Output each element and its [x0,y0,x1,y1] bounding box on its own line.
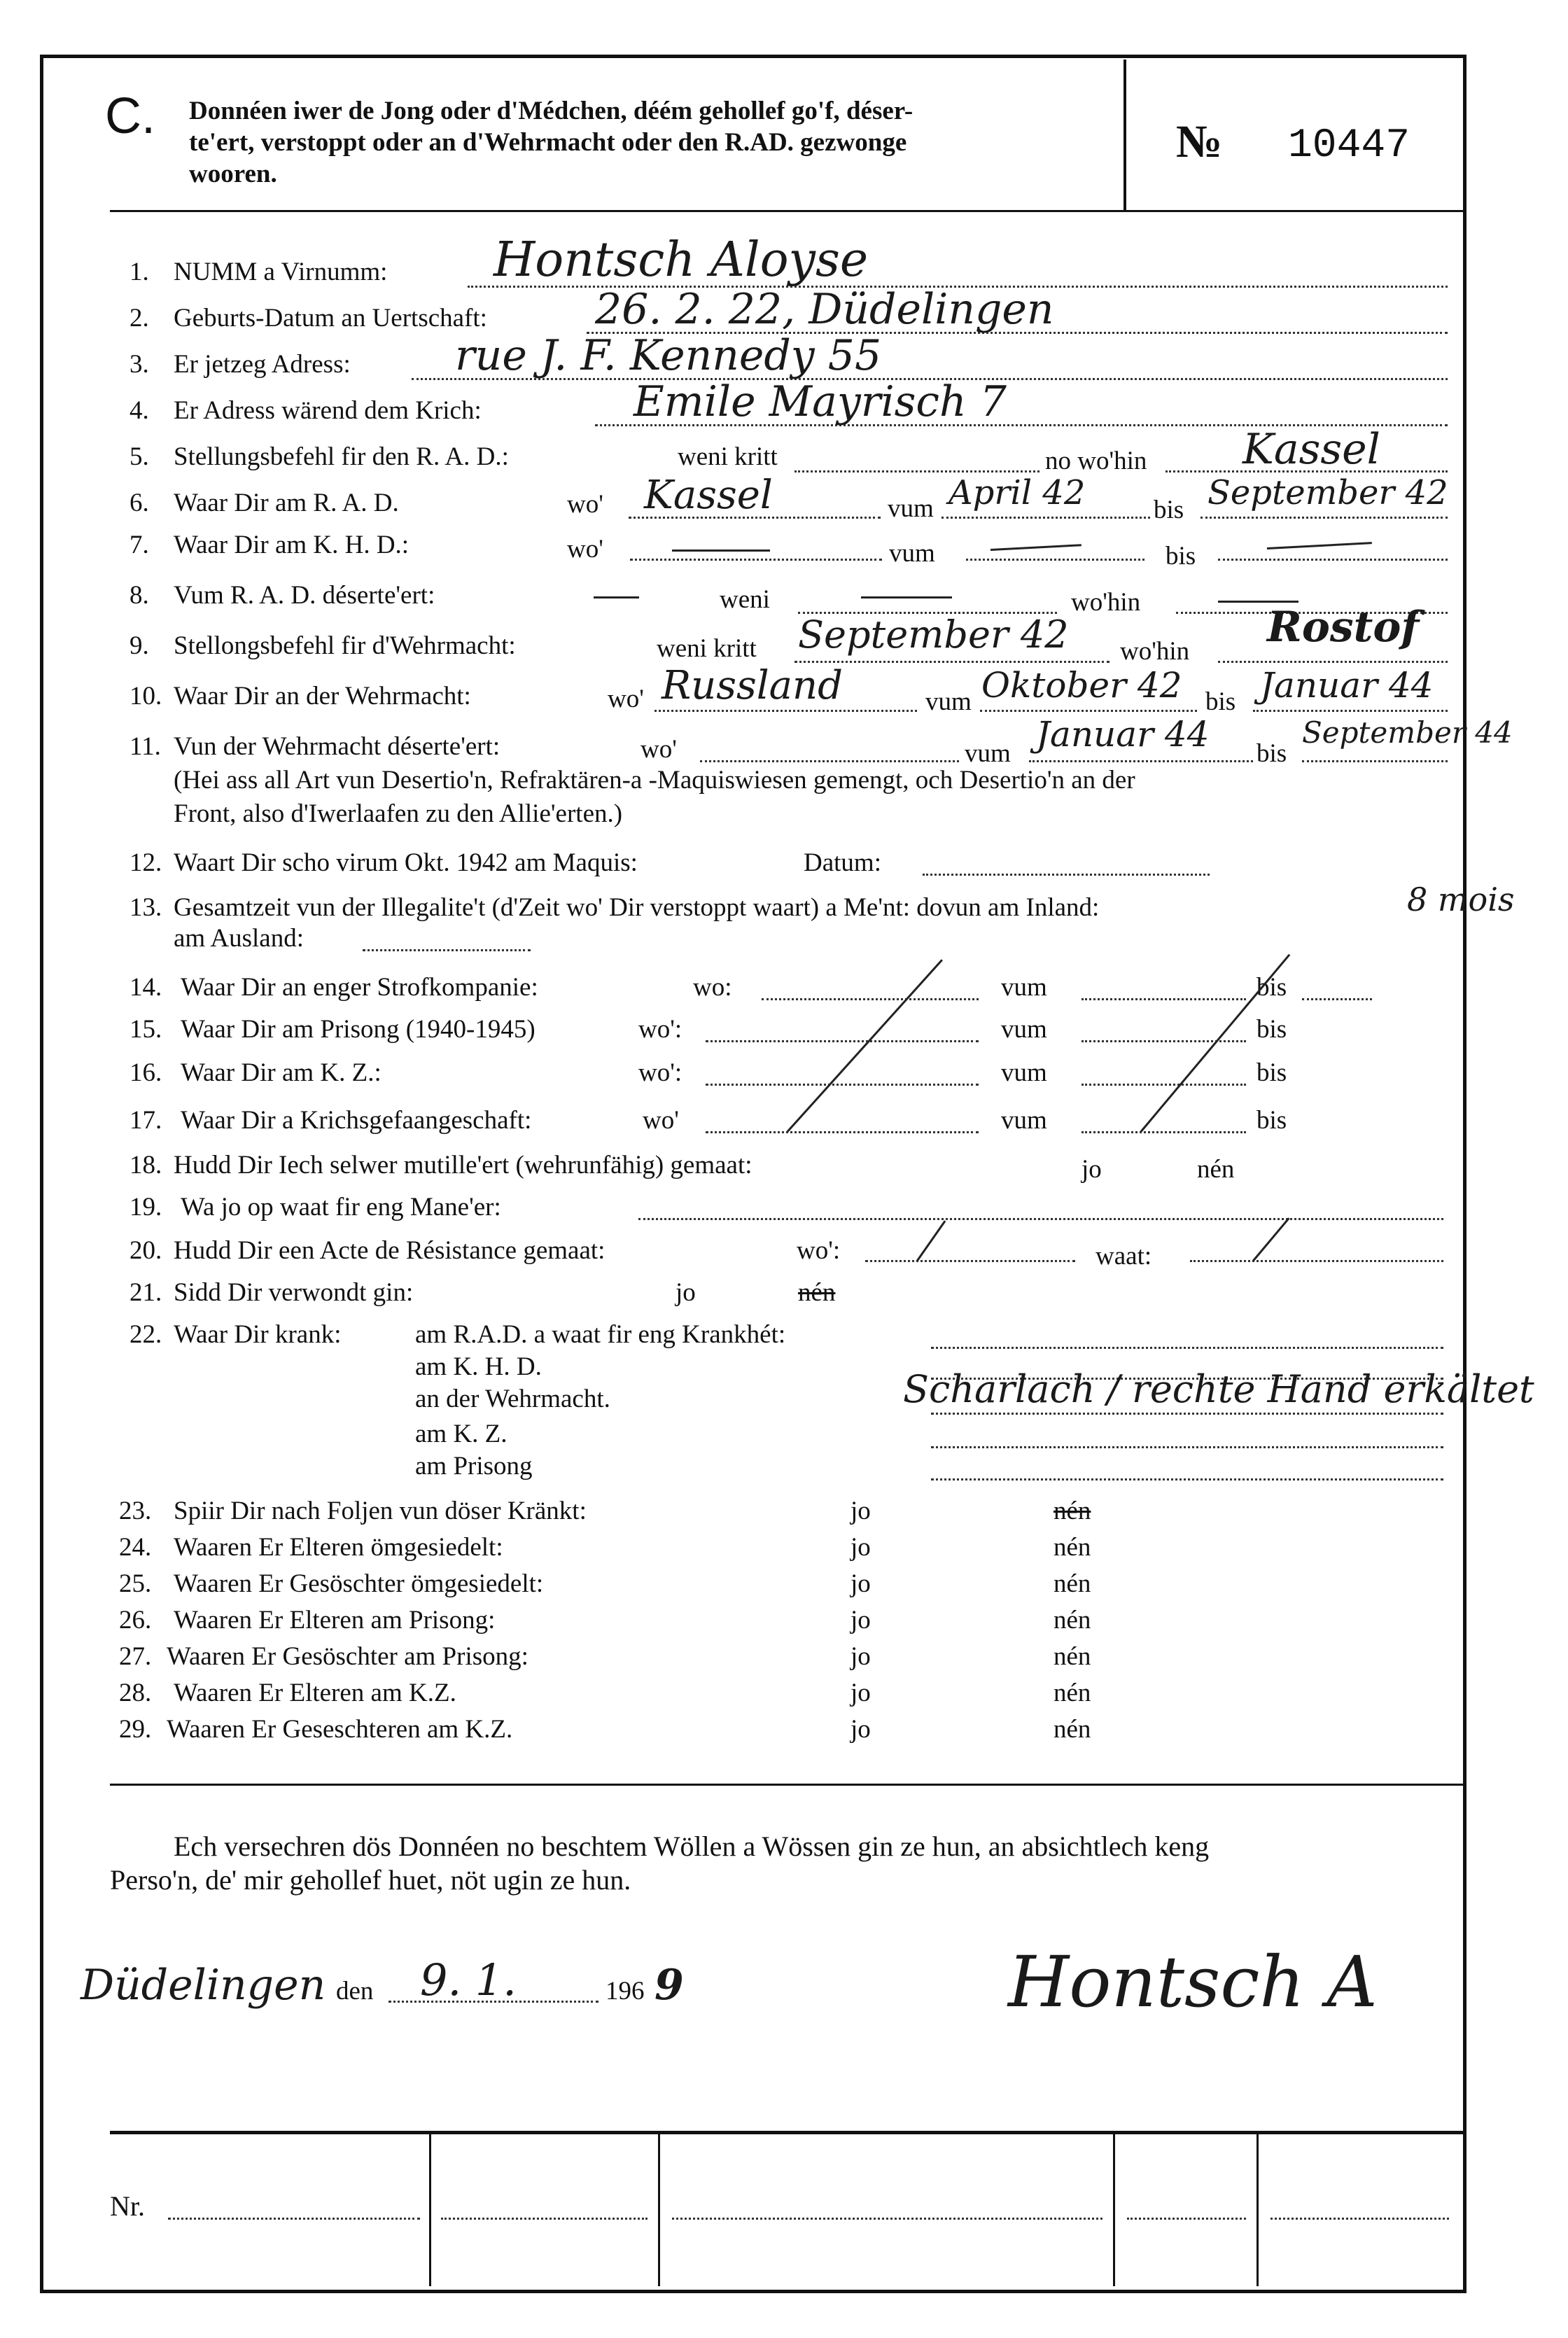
row-number: 27. [119,1642,152,1671]
field-label: wo': [638,1015,682,1044]
row-number: 6. [130,489,149,517]
handwritten-date-from: April 42 [948,473,1086,512]
row-label: Vum R. A. D. déserte'ert: [174,581,435,610]
field-label: bis [1256,1106,1287,1135]
fill-line [1218,559,1448,561]
row-number: 24. [119,1533,152,1562]
handwritten-name: Hontsch Aloyse [493,232,869,288]
fill-line [923,874,1210,876]
header-divider [1124,59,1126,210]
option-yes: jo [850,1497,871,1525]
handwritten-illness: Scharlach / rechte Hand erkältet [903,1367,1534,1411]
fill-line [630,559,882,561]
field-label: vum [1001,1106,1047,1135]
row-number: 2. [130,304,149,332]
row-number: 9. [130,631,149,660]
sub-label: am K. Z. [415,1420,507,1448]
footer-col-divider [1256,2131,1259,2286]
fill-line [706,1084,979,1086]
field-label: vum [925,687,972,716]
intro-line-1: Donnéen iwer de Jong oder d'Médchen, déém gehollef go'f, déser- [189,97,913,125]
row-label: Waar Dir a Krichsgefaangeschaft: [181,1106,532,1135]
row-number: 12. [130,848,162,877]
row-label: Waaren Er Gesöschter ömgesiedelt: [174,1569,544,1598]
field-label: vum [1001,1058,1047,1087]
declaration-line-1: Ech versechren dös Donnéen no beschtem Wöllen a Wössen gin ze hun, an absichtlech keng [174,1830,1210,1862]
row-label: NUMM a Virnumm: [174,258,388,286]
field-label: vum [888,494,934,523]
fill-line [1190,1260,1443,1262]
option-yes: jo [676,1278,696,1307]
row-label: Geburts-Datum an Uertschaft: [174,304,487,332]
fill-line [1082,1084,1246,1086]
row-note: (Hei ass all Art vun Desertio'n, Refraktären-a -Maquiswiesen gemengt, och Desertio'n an der [174,766,1135,794]
row-label: Hudd Dir een Acte de Résistance gemaat: [174,1236,606,1265]
row-label: Sidd Dir verwondt gin: [174,1278,414,1307]
year-print: 196 [606,1977,645,2005]
handwritten-place: Düdelingen [80,1961,326,2010]
nr-label: Nr. [110,2190,145,2222]
row-label: Hudd Dir Iech selwer mutille'ert (wehrunfähig) gemaat: [174,1151,752,1180]
row-label: Wa jo op waat fir eng Mane'er: [181,1193,501,1222]
sub-label: am K. H. D. [415,1352,542,1381]
footer-top-rule [110,2131,1464,2134]
fill-line [1200,517,1448,519]
sub-label: am Prisong [415,1452,533,1480]
handwritten-destination: Kassel [1242,425,1380,474]
row-number: 20. [130,1236,162,1265]
field-label: bis [1256,973,1287,1002]
handwritten-date-from: Januar 44 [1036,714,1210,755]
row-number: 18. [130,1151,162,1180]
row-number: 28. [119,1679,152,1707]
fill-line [638,1218,1443,1220]
fill-line [363,949,531,951]
footer-col-divider [429,2131,431,2286]
row-number: 21. [130,1278,162,1307]
fill-line [941,517,1150,519]
handwritten-year: 9 [654,1961,684,2010]
option-no: nén [1054,1606,1091,1634]
row-note: Front, also d'Iwerlaafen zu den Allie'erten.) [174,799,623,828]
row-number: 16. [130,1058,162,1087]
fill-line [762,998,979,1000]
row-label: Waar Dir an der Wehrmacht: [174,682,471,710]
field-label: wo': [797,1236,841,1265]
handwritten-date-to: September 44 [1302,715,1513,750]
fill-line [706,1131,979,1133]
row-label: Er Adress wärend dem Krich: [174,396,482,425]
handwritten-destination: Rostof [1267,603,1420,652]
option-no: nén [1054,1569,1091,1598]
field-label: vum [889,539,935,568]
fill-line [1082,998,1246,1000]
field-label: vum [1001,1015,1047,1044]
field-label: wo' [567,490,603,519]
row-number: 10. [130,682,162,710]
field-label: wo'hin [1120,637,1190,666]
handwritten-place: Kassel [644,472,773,518]
row-label: Waar Dir am K. H. D.: [174,531,410,559]
field-label: bis [1166,542,1196,570]
sub-label: am R.A.D. a waat fir eng Krankhét: [415,1320,786,1349]
row-number: 1. [130,258,149,286]
row-label: Waar Dir am K. Z.: [181,1058,382,1087]
field-label: wo' [643,1106,679,1135]
row-number: 14. [130,973,162,1002]
form-number: 10447 [1288,123,1410,169]
field-label: vum [965,739,1011,768]
section-letter: C. [105,88,155,144]
fill-line [706,1040,979,1042]
row-number: 3. [130,350,149,379]
fill-line [794,470,1040,472]
section-rule [110,1784,1464,1786]
fill-line [700,760,959,762]
option-no: nén [1054,1715,1091,1744]
row-number: 25. [119,1569,152,1598]
field-label: bis [1256,1058,1287,1087]
footer-col-divider [1113,2131,1115,2286]
handwritten-war-address: Emile Mayrisch 7 [634,377,1007,426]
handwritten-months: 8 mois [1407,881,1515,918]
field-label: wo' [640,735,677,764]
field-label: waat: [1096,1242,1152,1270]
nr-fill-line [168,2218,420,2220]
row-number: 4. [130,396,149,425]
row-label: Waar Dir am Prisong (1940-1945) [181,1015,536,1044]
row-label: am Ausland: [174,924,304,953]
option-no: nén [1197,1155,1235,1184]
row-number: 23. [119,1497,152,1525]
row-number: 17. [130,1106,162,1135]
option-no: nén [1054,1497,1091,1525]
dash-mark [861,596,952,598]
field-label: bis [1256,1015,1287,1044]
footer-fill-line [1270,2218,1449,2220]
field-label: weni kritt [657,634,757,663]
row-label: Waar Dir am R. A. D. [174,489,399,517]
intro-line-3: wooren. [189,160,277,188]
fill-line [931,1478,1443,1480]
handwritten-birth: 26. 2. 22, Düdelingen [595,285,1054,334]
den-label: den [336,1977,374,2005]
field-label: wo': [638,1058,682,1087]
row-label: Waaren Er Gesöschter am Prisong: [167,1642,528,1671]
option-no: nén [1054,1533,1091,1562]
handwritten-place: Russland [662,663,843,708]
row-label: Waaren Er Elteren am K.Z. [174,1679,456,1707]
row-label: Waart Dir scho virum Okt. 1942 am Maquis: [174,848,638,877]
option-yes: jo [1082,1155,1102,1184]
footer-col-divider [658,2131,660,2286]
fill-line [1253,710,1448,712]
row-label: Gesamtzeit vun der Illegalite't (d'Zeit wo' Dir verstoppt waart) a Me'nt: dovun am Inland: [174,893,1100,922]
option-yes: jo [850,1642,871,1671]
option-yes: jo [850,1715,871,1744]
fill-line [1218,661,1448,663]
fill-line [654,710,917,712]
field-label: vum [1001,973,1047,1002]
footer-fill-line [672,2218,1102,2220]
field-label: wo' [608,685,644,713]
handwritten-date: September 42 [798,612,1069,657]
fill-line [931,1347,1443,1349]
footer-fill-line [1127,2218,1246,2220]
row-label: Stellungsbefehl fir den R. A. D.: [174,442,509,471]
dash-mark [594,596,639,598]
option-no: nén [798,1278,836,1307]
fill-line [1302,998,1372,1000]
row-label: Vun der Wehrmacht déserte'ert: [174,732,500,761]
intro-line-2: te'ert, verstoppt oder an d'Wehrmacht oder den R.AD. gezwonge [189,128,907,157]
row-label: Waar Dir krank: [174,1320,342,1349]
option-no: nén [1054,1642,1091,1671]
fill-line [966,559,1144,561]
fill-line [980,710,1197,712]
field-label: wo: [693,973,732,1002]
row-label: Spiir Dir nach Foljen vun döser Kränkt: [174,1497,587,1525]
option-yes: jo [850,1679,871,1707]
fill-line [1082,1131,1246,1133]
fill-line [931,1446,1443,1448]
row-label: Waar Dir an enger Strofkompanie: [181,973,538,1002]
option-yes: jo [850,1533,871,1562]
row-number: 19. [130,1193,162,1222]
handwritten-date-from: Oktober 42 [981,665,1182,706]
field-label: Datum: [804,848,881,877]
field-label: weni kritt [678,442,778,471]
fill-line [865,1260,1075,1262]
row-number: 11. [130,732,161,761]
row-number: 22. [130,1320,162,1349]
row-label: Er jetzeg Adress: [174,350,351,379]
row-number: 15. [130,1015,162,1044]
row-label: Waaren Er Geseschteren am K.Z. [167,1715,513,1744]
field-label: no wo'hin [1045,447,1147,475]
footer-fill-line [441,2218,648,2220]
row-number: 26. [119,1606,152,1634]
dash-mark [672,550,770,552]
fill-line [931,1413,1443,1415]
fill-line [1029,760,1253,762]
header-rule [110,210,1464,212]
handwritten-date-to: September 42 [1208,473,1448,512]
row-label: Waaren Er Elteren am Prisong: [174,1606,496,1634]
row-number: 7. [130,531,149,559]
field-label: wo' [567,535,603,564]
field-label: bis [1256,739,1287,768]
field-label: wo'hin [1071,588,1141,617]
row-number: 13. [130,893,162,922]
fill-line [1082,1040,1246,1042]
number-symbol: № [1176,116,1223,167]
option-no: nén [1054,1679,1091,1707]
option-yes: jo [850,1569,871,1598]
row-label: Stellongsbefehl fir d'Wehrmacht: [174,631,516,660]
handwritten-address: rue J. F. Kennedy 55 [455,331,882,380]
row-label: Waaren Er Elteren ömgesiedelt: [174,1533,503,1562]
row-number: 5. [130,442,149,471]
sub-label: an der Wehrmacht. [415,1385,610,1413]
field-label: bis [1205,687,1236,716]
declaration-line-2: Perso'n, de' mir gehollef huet, nöt ugin ze hun. [110,1864,631,1896]
handwritten-date-to: Januar 44 [1260,665,1434,706]
option-yes: jo [850,1606,871,1634]
row-number: 8. [130,581,149,610]
field-label: bis [1154,496,1184,524]
handwritten-date: 9. 1. [420,1954,517,2005]
handwritten-signature: Hontsch A [1008,1941,1378,2023]
field-label: weni [720,585,770,614]
row-number: 29. [119,1715,152,1744]
fill-line [1302,760,1448,762]
